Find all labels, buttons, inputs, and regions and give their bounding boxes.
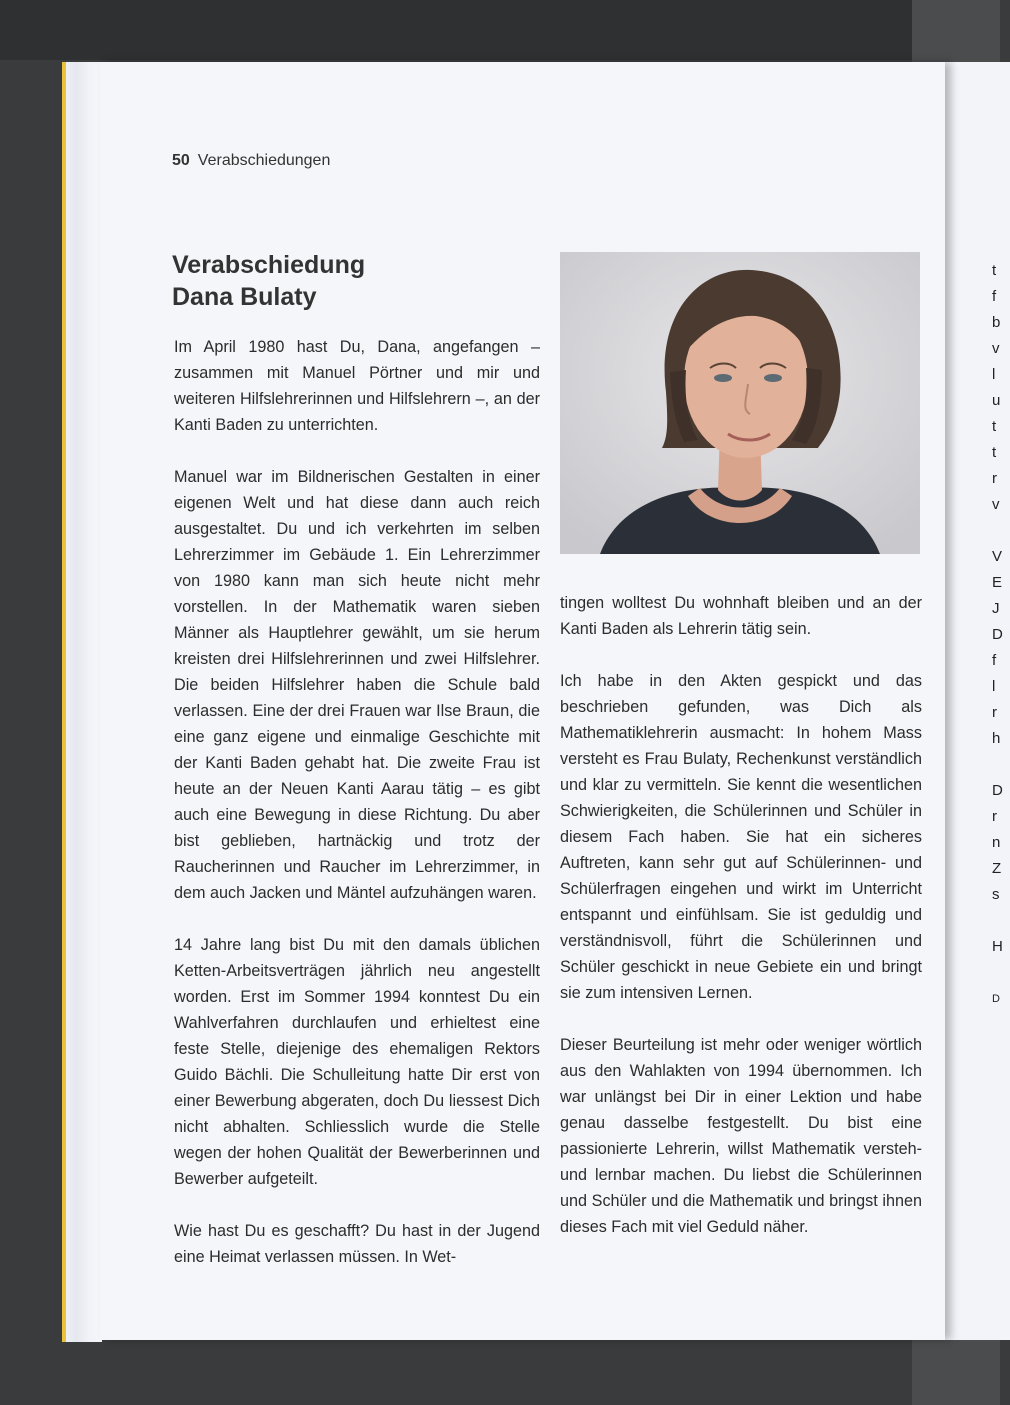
fragment: r: [992, 704, 997, 721]
fragment: Z: [992, 860, 1002, 877]
fragment: [992, 518, 1003, 544]
portrait-photo-icon: [560, 252, 920, 554]
fragment: v: [992, 340, 1000, 357]
fragment: v: [992, 496, 1000, 513]
fragment: J: [992, 600, 1000, 617]
running-head: [172, 152, 330, 170]
fragment: f: [992, 288, 997, 305]
fragment: r: [992, 808, 997, 825]
facing-page-text-fragments: [992, 258, 1003, 1012]
fragment: r: [992, 470, 997, 487]
fragment: H: [992, 938, 1003, 955]
fragment: D: [992, 626, 1003, 643]
fragment: t: [992, 262, 997, 279]
portrait-illustration: [560, 252, 920, 554]
scan-background-top: [0, 0, 1000, 60]
page-number: 50: [172, 152, 190, 169]
fragment: l: [992, 678, 996, 695]
fragment: t: [992, 444, 997, 461]
fragment: l: [992, 366, 996, 383]
fragment: [992, 960, 1003, 986]
paragraph: Dieser Beurteilung ist mehr oder weniger wörtlich aus den Wahlakten von 1994 übernommen. Ich war unlängst bei Dir in einer Lektion und habe genau dasselbe festgestellt. Du bist eine passionierte Lehrerin, willst Mathematik versteh- und lernbar machen. Du liebst die Schülerinnen und Schüler und die Mathematik und bringst ihnen dieses Fach mit viel Geduld näher.: [560, 1036, 922, 1236]
fragment: f: [992, 652, 997, 669]
fragment: D: [992, 782, 1003, 799]
fragment: V: [992, 548, 1003, 565]
fragment: E: [992, 574, 1003, 591]
title-line-1: Verabschiedung: [172, 251, 366, 279]
paragraph: Ich habe in den Akten gespickt und das beschrieben gefunden, was Dich als Mathematiklehrerin ausmacht: In hohem Mass versteht es Frau Bulaty, Rechenkunst verständlich und klar zu vermitteln. Sie kennt die wesentlichen Schwierigkeiten, die Schülerinnen und Schüler in diesem Fach haben. Sie hat ein sicheres Auftreten, kann sehr gut auf Schülerinnen- und Schülerfragen eingehen und wirkt im Unterricht entspannt und einfühlsam. Sie ist geduldig und verständnisvoll, führt die Schülerinnen und Schüler geschickt in neue Gebiete ein und bringt sie zum intensiven Lernen.: [560, 672, 922, 1002]
paragraph: tingen wolltest Du wohnhaft bleiben und an der Kanti Baden als Lehrerin tätig sein.: [560, 594, 922, 638]
book-page-edges: [62, 62, 102, 1342]
right-column: [560, 590, 922, 1266]
section-title: Verabschiedungen: [197, 152, 331, 169]
title-line-2: Dana Bulaty: [172, 283, 317, 311]
fragment: n: [992, 834, 1001, 851]
fragment: D: [992, 993, 1000, 1005]
paragraph: Manuel war im Bildnerischen Gestalten in einer eigenen Welt und hat diese dann auch reich ausgestaltet. Du und ich verkehrten im selben Lehrerzimmer im Gebäude 1. Ein Lehrerzimmer von 1980 kann man sich heute nicht mehr vorstellen. In der Mathematik waren sieben Männer als Hauptlehrer gewählt, um sie herum kreisten drei Hilfslehrerinnen und zwei Hilfslehrer. Die beiden Hilfslehrer haben die Schule bald verlassen. Eine der drei Frauen war Ilse Braun, die eine ganz eigene und einmalige Geschichte mit der Kanti Baden gehabt hat. Die zweite Frau ist heute an der Neuen Kanti Aarau tätig – es gibt auch eine Bewegung in diese Richtung. Du aber bist geblieben, hartnäckig und trotz der Raucherinnen und Raucher im Lehrerzimmer, in dem auch Jacken und Mäntel aufzuhängen waren.: [174, 468, 540, 902]
paragraph: Wie hast Du es geschafft? Du hast in der Jugend eine Heimat verlassen müssen. In Wet-: [174, 1222, 540, 1266]
paragraph: 14 Jahre lang bist Du mit den damals üblichen Ketten-Arbeitsverträgen jährlich neu angestellt worden. Erst im Sommer 1994 konntest Du ein Wahlverfahren durchlaufen und erhieltest eine feste Stelle, diejenige des ehemaligen Rektors Guido Bächli. Die Schulleitung hatte Dir erst von einer Bewerbung abgeraten, doch Du liessest Dich nicht abhalten. Schliesslich wurde die Stelle wegen der hohen Qualität der Bewerberinnen und Bewerber aufgeteilt.: [174, 936, 540, 1188]
fragment: s: [992, 886, 1000, 903]
fragment: u: [992, 392, 1001, 409]
fragment: b: [992, 314, 1001, 331]
fragment: h: [992, 730, 1001, 747]
fragment: [992, 908, 1003, 934]
fragment: [992, 752, 1003, 778]
paragraph: Im April 1980 hast Du, Dana, angefangen – zusammen mit Manuel Pörtner und mir und weiteren Hilfslehrerinnen und Hilfslehrern –, an der Kanti Baden zu unterrichten.: [174, 338, 540, 434]
article-title: [172, 249, 365, 313]
fragment: t: [992, 418, 997, 435]
left-column: [174, 334, 540, 1296]
